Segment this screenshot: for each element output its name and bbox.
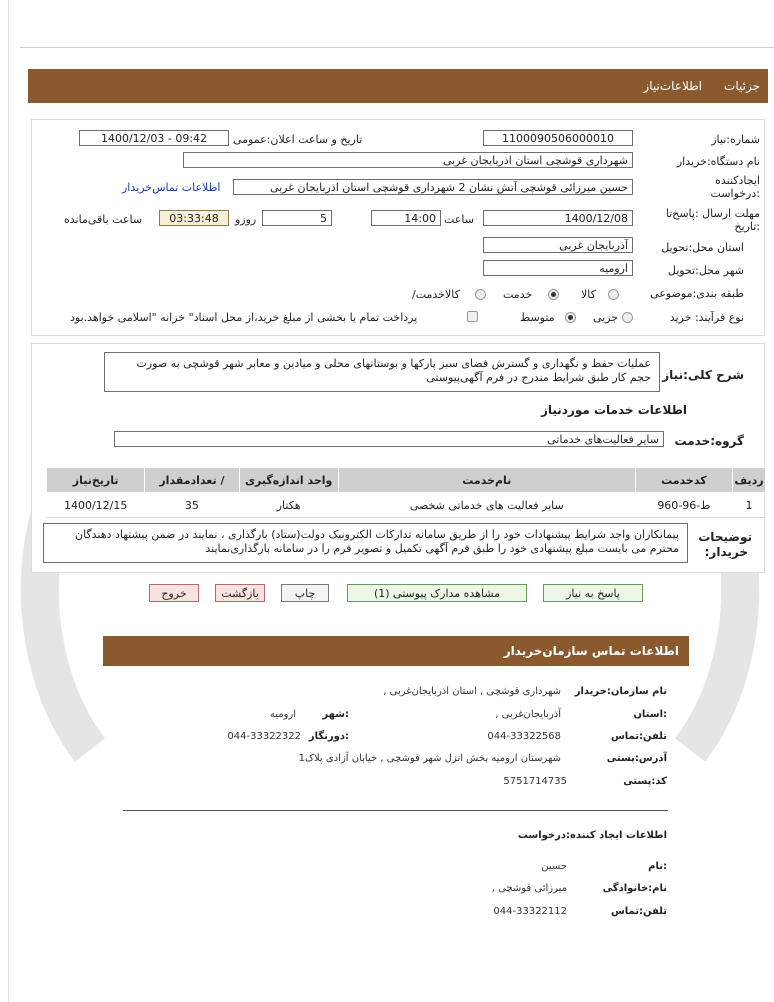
table-row <box>47 493 766 518</box>
creator-label: ایجادکننده <box>715 174 760 187</box>
creator-field[interactable]: حسین میرزائی قوشچی آتش نشان 2 شهرداری قوشچی استان اذربایجان غربی <box>233 179 633 195</box>
creator-phone-label: تلفن:تماس <box>610 906 667 917</box>
creator-info-title: اطلاعات ایجاد کننده:درخواست <box>517 830 667 841</box>
creator-phone-value: 044-33322112 <box>493 906 567 917</box>
services-section-title: اطلاعات خدمات موردنیاز <box>540 403 687 417</box>
org-phone-value: 044-33322568 <box>487 731 561 742</box>
province-label: استان محل:تحویل <box>661 241 744 254</box>
contact-divider <box>123 810 668 811</box>
col-name: نام‌خدمت <box>338 468 635 493</box>
org-contact-title: اطلاعات تماس سازمان‌خریدار <box>503 644 679 658</box>
buyer-notes-label-2: :خریدار <box>704 545 748 559</box>
service-group-field[interactable]: سایر فعالیت‌های خدماتی <box>114 431 664 447</box>
creator-label-2: درخواست: <box>710 187 760 200</box>
remaining-label: ساعت باقی‌مانده <box>64 213 143 226</box>
org-name-value: شهرداری قوشچی , استان اذربایجان‌غربی , <box>383 686 561 697</box>
remaining-time-field: 03:33:48 <box>159 210 229 226</box>
org-province-label: استان: <box>633 709 667 720</box>
buyer-notes-label: توضیحات <box>698 530 752 544</box>
back-button[interactable]: بازگشت <box>215 584 265 602</box>
need-number-field[interactable]: 1100090506000010 <box>483 130 633 146</box>
deadline-date-field[interactable]: 1400/12/08 <box>483 210 633 226</box>
category-option-goods: کالا <box>581 288 596 301</box>
org-address-value: شهرستان ارومیه بخش انزل شهر قوشچی , خیابان آزادی پلاک1 <box>298 753 561 764</box>
org-address-label: آدرس:پستی <box>606 753 667 764</box>
process-label: نوع فرآیند: خرید <box>669 311 744 324</box>
payment-checkbox[interactable] <box>467 311 478 322</box>
col-code: کدخدمت <box>635 468 732 493</box>
creator-last-name-value: میرزائی قوشچی , <box>491 883 567 894</box>
top-divider <box>20 47 774 48</box>
details-header-bar <box>28 69 768 103</box>
description-box: عملیات حفظ و نگهداری و گسترش فضای سبز پارکها و بوستانهای محلی و میادین و معابر شهر قوشچی به صورت حجم کار طبق شرایط مندرج در فرم آگهی‌پیوستی <box>104 352 660 392</box>
days-field[interactable]: 5 <box>262 210 332 226</box>
city-label: شهر محل:تحویل <box>667 264 744 277</box>
org-postal-label: کد:پستی <box>623 776 667 787</box>
deadline-label-2: تاریخ: <box>734 220 760 233</box>
org-phone-label: تلفن:تماس <box>610 731 667 742</box>
deadline-label: مهلت ارسال :پاسخ‌تا <box>665 207 760 220</box>
buyer-org-label: نام دستگاه:خریدار <box>676 155 760 168</box>
process-option-small: جزیی <box>593 311 619 324</box>
org-city-value: ارومیه <box>269 709 296 720</box>
days-label: روزو <box>235 213 257 226</box>
deadline-time-field[interactable]: 14:00 <box>371 210 441 226</box>
services-table-header <box>47 468 766 493</box>
city-field[interactable]: ارومیه <box>483 260 633 276</box>
col-date: تاریخ‌نیاز <box>47 468 145 493</box>
org-name-label: نام سازمان:خریدار <box>574 686 667 697</box>
col-row: ردیف <box>733 468 766 493</box>
deadline-time-label: ساعت <box>444 213 474 226</box>
col-unit: واحد اندازه‌گیری <box>239 468 338 493</box>
org-fax-value: 044-33322322 <box>227 731 301 742</box>
buyer-notes-box: پیمانکاران واجد شرایط پیشنهادات خود را از طریق سامانه تدارکات الکترونیک دولت(ستاد) بارگذاری ، نمایند در ضمن پیشنهاد دهندگان محترم می بایست مبلغ پیشنهادی خود را طبق فرم آگهی تکمیل و تصویر فرم را در سامانه بارگذاری‌نمایند <box>43 523 688 563</box>
reply-button[interactable]: پاسخ به نیاز <box>543 584 643 602</box>
cell-unit: هکتار <box>239 493 338 518</box>
creator-last-name-label: نام:خانوادگی <box>602 883 667 894</box>
col-qty: / تعدادمقدار <box>145 468 239 493</box>
creator-first-name-value: حسین <box>541 861 567 872</box>
announce-field[interactable]: 1400/12/03 - 09:42 <box>79 130 229 146</box>
cell-code: ط-96-960 <box>635 493 732 518</box>
process-radio-small[interactable] <box>622 312 633 323</box>
org-city-label: شهر: <box>322 709 349 720</box>
org-contact-header <box>103 636 689 666</box>
announce-label: تاریخ و ساعت اعلان:عمومی <box>233 133 363 146</box>
description-label: شرح کلی:نیاز <box>662 368 744 382</box>
province-field[interactable]: آذربایجان غربی <box>483 237 633 253</box>
category-option-goods-service: /کالاخدمت <box>412 288 460 301</box>
category-radio-goods-service[interactable] <box>475 289 486 300</box>
payment-note: پرداخت تمام یا بخشی از مبلغ خرید،از محل اسناد" خزانه "اسلامی خواهد.بود <box>70 311 418 324</box>
cell-name: سایر فعالیت های خدماتی شخصی <box>338 493 635 518</box>
attachments-button[interactable]: مشاهده مدارک پیوستی (1) <box>347 584 527 602</box>
buyer-org-field[interactable]: شهرداری قوشچی استان اذربایجان غربی <box>183 152 633 168</box>
print-button[interactable]: چاپ <box>281 584 329 602</box>
need-number-label: شماره:نیاز <box>711 133 760 146</box>
buyer-contact-link[interactable]: اطلاعات تماس‌خریدار <box>122 181 221 194</box>
cell-qty: 35 <box>145 493 239 518</box>
process-option-medium: متوسط <box>520 311 555 324</box>
cell-row: 1 <box>733 493 766 518</box>
cell-date: 1400/12/15 <box>47 493 145 518</box>
category-option-service: خدمت <box>503 288 533 301</box>
tab-details[interactable]: جزئیات <box>724 79 760 93</box>
exit-button[interactable]: خروج <box>149 584 199 602</box>
org-province-value: آذربایجان‌غربی , <box>495 709 561 720</box>
creator-first-name-label: نام: <box>648 861 667 872</box>
services-table <box>46 467 766 518</box>
tab-need-info[interactable]: اطلاعات‌نیاز <box>643 79 702 93</box>
category-radio-goods[interactable] <box>608 289 619 300</box>
category-radio-service[interactable] <box>548 289 559 300</box>
org-postal-value: 5751714735 <box>503 776 567 787</box>
org-fax-label: دورنگار: <box>308 731 349 742</box>
service-group-label: گروه:خدمت <box>674 434 744 448</box>
process-radio-medium[interactable] <box>565 312 576 323</box>
category-label: طبقه بندی:موضوعی <box>650 287 744 300</box>
